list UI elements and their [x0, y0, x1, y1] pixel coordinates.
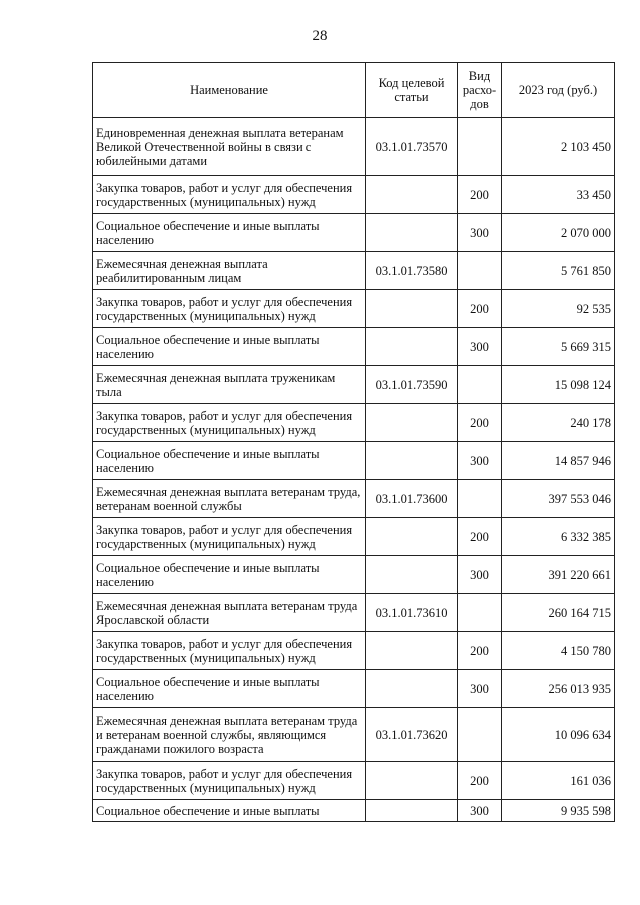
row-expense-type-cell: 200 [458, 518, 502, 556]
row-amount-cell: 92 535 [502, 290, 615, 328]
table-row [93, 118, 615, 176]
row-code-cell [366, 214, 458, 252]
table-row [93, 518, 615, 556]
table-row [93, 214, 615, 252]
table-row [93, 176, 615, 214]
row-expense-type-cell [458, 366, 502, 404]
row-code-cell [366, 670, 458, 708]
row-expense-type-cell [458, 480, 502, 518]
row-amount-cell: 397 553 046 [502, 480, 615, 518]
row-name-cell: Закупка товаров, работ и услуг для обеспечения государственных (муниципальных) нужд [93, 290, 366, 328]
row-code-cell: 03.1.01.73580 [366, 252, 458, 290]
table-row [93, 328, 615, 366]
row-expense-type-cell: 300 [458, 214, 502, 252]
header-expense-type: Вид расхо-дов [458, 63, 502, 118]
row-code-cell [366, 442, 458, 480]
row-name-cell: Социальное обеспечение и иные выплаты населению [93, 328, 366, 366]
table-row [93, 290, 615, 328]
row-name-cell: Ежемесячная денежная выплата ветеранам труда и ветеранам военной службы, являющимся гражданами пожилого возраста [93, 708, 366, 762]
row-amount-cell: 161 036 [502, 762, 615, 800]
row-name-cell: Социальное обеспечение и иные выплаты населению [93, 670, 366, 708]
row-amount-cell: 5 761 850 [502, 252, 615, 290]
row-expense-type-cell: 300 [458, 328, 502, 366]
row-name-cell: Ежемесячная денежная выплата труженикам тыла [93, 366, 366, 404]
row-expense-type-cell: 200 [458, 176, 502, 214]
row-code-cell: 03.1.01.73590 [366, 366, 458, 404]
table-row [93, 708, 615, 762]
row-expense-type-cell [458, 118, 502, 176]
row-name-cell: Социальное обеспечение и иные выплаты населению [93, 214, 366, 252]
row-code-cell: 03.1.01.73620 [366, 708, 458, 762]
header-name: Наименование [93, 63, 366, 118]
row-amount-cell: 4 150 780 [502, 632, 615, 670]
row-code-cell [366, 556, 458, 594]
budget-table [92, 62, 615, 822]
row-name-cell: Закупка товаров, работ и услуг для обеспечения государственных (муниципальных) нужд [93, 762, 366, 800]
row-expense-type-cell: 200 [458, 404, 502, 442]
table-row [93, 670, 615, 708]
row-code-cell [366, 762, 458, 800]
table-row [93, 762, 615, 800]
row-code-cell [366, 290, 458, 328]
row-name-cell: Закупка товаров, работ и услуг для обеспечения государственных (муниципальных) нужд [93, 518, 366, 556]
row-expense-type-cell: 200 [458, 632, 502, 670]
row-expense-type-cell [458, 252, 502, 290]
header-code: Код целевой статьи [366, 63, 458, 118]
row-amount-cell: 2 103 450 [502, 118, 615, 176]
row-code-cell [366, 404, 458, 442]
row-amount-cell: 33 450 [502, 176, 615, 214]
table-header-row [93, 63, 615, 118]
row-expense-type-cell: 300 [458, 442, 502, 480]
row-code-cell: 03.1.01.73600 [366, 480, 458, 518]
row-name-cell: Социальное обеспечение и иные выплаты [93, 800, 366, 822]
row-name-cell: Закупка товаров, работ и услуг для обеспечения государственных (муниципальных) нужд [93, 176, 366, 214]
row-expense-type-cell: 200 [458, 290, 502, 328]
row-name-cell: Закупка товаров, работ и услуг для обеспечения государственных (муниципальных) нужд [93, 404, 366, 442]
row-expense-type-cell: 300 [458, 800, 502, 822]
row-amount-cell: 15 098 124 [502, 366, 615, 404]
row-code-cell: 03.1.01.73570 [366, 118, 458, 176]
row-name-cell: Единовременная денежная выплата ветеранам Великой Отечественной войны в связи с юбилейными датами [93, 118, 366, 176]
row-amount-cell: 256 013 935 [502, 670, 615, 708]
row-amount-cell: 6 332 385 [502, 518, 615, 556]
row-amount-cell: 2 070 000 [502, 214, 615, 252]
table-row [93, 366, 615, 404]
row-code-cell: 03.1.01.73610 [366, 594, 458, 632]
table-row [93, 404, 615, 442]
row-name-cell: Ежемесячная денежная выплата ветеранам труда Ярославской области [93, 594, 366, 632]
row-code-cell [366, 328, 458, 366]
table-row [93, 632, 615, 670]
row-name-cell: Социальное обеспечение и иные выплаты населению [93, 442, 366, 480]
row-name-cell: Социальное обеспечение и иные выплаты населению [93, 556, 366, 594]
table-row [93, 556, 615, 594]
row-name-cell: Ежемесячная денежная выплата реабилитированным лицам [93, 252, 366, 290]
table-row [93, 800, 615, 822]
row-expense-type-cell [458, 708, 502, 762]
header-year-amount: 2023 год (руб.) [502, 63, 615, 118]
row-amount-cell: 260 164 715 [502, 594, 615, 632]
table-row [93, 480, 615, 518]
row-code-cell [366, 632, 458, 670]
row-amount-cell: 391 220 661 [502, 556, 615, 594]
row-amount-cell: 9 935 598 [502, 800, 615, 822]
table-row [93, 442, 615, 480]
row-code-cell [366, 800, 458, 822]
row-name-cell: Закупка товаров, работ и услуг для обеспечения государственных (муниципальных) нужд [93, 632, 366, 670]
table-row [93, 594, 615, 632]
row-amount-cell: 10 096 634 [502, 708, 615, 762]
row-expense-type-cell: 300 [458, 670, 502, 708]
table-row [93, 252, 615, 290]
page-number: 28 [312, 28, 328, 44]
row-amount-cell: 240 178 [502, 404, 615, 442]
row-code-cell [366, 518, 458, 556]
row-expense-type-cell [458, 594, 502, 632]
row-code-cell [366, 176, 458, 214]
row-expense-type-cell: 200 [458, 762, 502, 800]
row-name-cell: Ежемесячная денежная выплата ветеранам труда, ветеранам военной службы [93, 480, 366, 518]
row-amount-cell: 14 857 946 [502, 442, 615, 480]
row-amount-cell: 5 669 315 [502, 328, 615, 366]
row-expense-type-cell: 300 [458, 556, 502, 594]
